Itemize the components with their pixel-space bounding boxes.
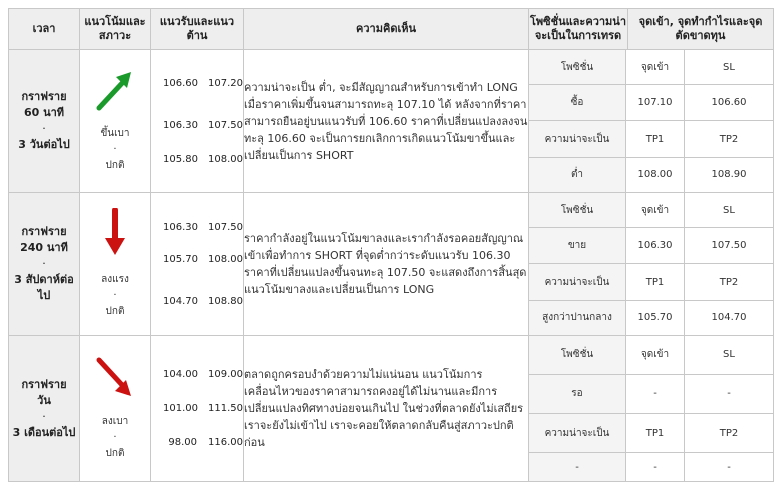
tp1-value: 108.00 (626, 157, 685, 192)
entry-value: 106.30 (626, 228, 685, 264)
level-pair (151, 112, 243, 138)
position-table (529, 336, 773, 481)
position-header: โพซิชั่น (529, 193, 626, 228)
entry-value: 107.10 (626, 85, 685, 121)
header-levels: แนวรับและแนวต้าน (151, 9, 244, 50)
comment-cell: ราคากำลังอยู่ในแนวโน้มขาลงและเรากำลังรอคอยสัญญาณเข้าเพื่อทำการ SHORT ที่จุดต่ำกว่าระดับแนวรับ 106.30 ราคาที่เปลี่ยนแปลงขึ้นจนทะลุ 107.50 จะแสดงถึงการสิ้นสุดแนวโน้มขาลงและเปลี่ยนเป็นการ LONG (244, 193, 529, 336)
probability-header: ความน่าจะเป็น (529, 121, 626, 157)
level-pair (151, 214, 243, 240)
level-pair (151, 246, 243, 272)
comment-cell: ความน่าจะเป็น ต่ำ, จะมีสัญญาณสำหรับการเข้าทำ LONG เมื่อราคาเพิ่มขึ้นจนสามารถทะลุ 107.10 ได้ หลังจากที่ราคาสามารถยืนอยู่บนแนวรับที่ 106.60 ราคาที่เปลี่ยนแปลงลงจนทะลุ 106.60 จะเป็นการยกเลิกการเกิดแนวโน้มขาขึ้นและเปลี่ยนเป็นการ SHORT (244, 50, 529, 193)
level-pair (151, 288, 243, 314)
tp2-value: 104.70 (711, 312, 747, 324)
table-row (9, 336, 774, 482)
tp1-header: TP1 (626, 121, 685, 157)
entry-header: จุดเข้า (626, 50, 685, 85)
trend-cell (80, 50, 151, 193)
probability-header: ความน่าจะเป็น (529, 264, 626, 300)
support-value: 106.60 (163, 77, 198, 89)
timeframe-label: กราฟราย (21, 377, 67, 391)
comment-cell: ตลาดถูกครอบงำด้วยความไม่แน่นอน แนวโน้มการเคลื่อนไหวของราคาสามารถคงอยู่ได้ไม่นานและมีการเปลี่ยนแปลงทิศทางบ่อยจนเกินไป ในช่วงที่ตลาดยังไม่เสถียรเราจะยังไม่เข้าไป เราจะคอยให้ตลาดกลับคืนสู่สภาวะปกติก่อน (244, 336, 529, 482)
levels-cell (151, 50, 244, 193)
support-value: 105.70 (163, 253, 198, 265)
separator-dot: · (42, 409, 46, 423)
entry-header: จุดเข้า (626, 193, 685, 228)
timeframe-label: กราฟราย (21, 225, 67, 238)
sl-header: SL (685, 336, 774, 374)
probability-value: ต่ำ (529, 157, 626, 192)
position-cell (529, 50, 774, 193)
support-value: 106.30 (163, 119, 198, 131)
header-position: โพซิชั่นและความน่าจะเป็นในการเทรด (529, 9, 628, 50)
trend-label: ลงเบา (101, 415, 129, 427)
trend-label: ลงแรง (101, 274, 129, 285)
position-table (529, 50, 773, 192)
support-value: 101.00 (163, 403, 198, 414)
level-pair (151, 430, 243, 456)
timeframe-period: 240 นาที (20, 241, 68, 254)
resistance-value: 111.50 (208, 403, 243, 414)
position-table (529, 193, 773, 335)
timeframe-period: 60 นาที (23, 106, 65, 119)
timeframe-period: วัน (37, 393, 51, 407)
timeframe-horizon: 3 วันต่อไป (18, 138, 70, 151)
support-value: 106.30 (163, 221, 198, 233)
position-cell (529, 336, 774, 482)
support-value: 104.00 (163, 369, 198, 380)
tp2-header: TP2 (685, 264, 774, 300)
level-pair (151, 146, 243, 172)
trend-state: ปกติ (105, 447, 125, 459)
probability-value: - (529, 453, 626, 481)
position-value: ขาย (529, 228, 626, 264)
resistance-value: 108.00 (208, 253, 243, 265)
tp1-header: TP1 (626, 413, 685, 452)
tp2-header: TP2 (685, 413, 774, 452)
trend-cell (80, 193, 151, 336)
header-row (9, 9, 774, 50)
header-points: จุดเข้า, จุดทำกำไรและจุดตัดขาดทุน (628, 9, 774, 50)
sl-value: 106.60 (685, 85, 774, 121)
timeframe-cell (9, 193, 80, 336)
table-row (9, 50, 774, 193)
resistance-value: 116.00 (208, 437, 243, 448)
separator-dot: · (42, 122, 46, 135)
sl-value: - (685, 374, 774, 413)
probability-value: สูงกว่าปานกลาง (529, 300, 626, 335)
table-row (9, 193, 774, 336)
position-cell (529, 193, 774, 336)
position-value: ซื้อ (529, 85, 626, 121)
trend-label: ขึ้นเบา (100, 128, 130, 139)
resistance-value: 108.00 (208, 153, 243, 165)
resistance-value: 108.80 (208, 295, 243, 307)
entry-header: จุดเข้า (626, 336, 685, 374)
sl-header: SL (685, 50, 774, 85)
resistance-value: 109.00 (208, 369, 243, 380)
position-header: โพซิชั่น (529, 50, 626, 85)
header-comment: ความคิดเห็น (244, 9, 529, 50)
levels-cell (151, 193, 244, 336)
trend-state: ปกติ (105, 306, 125, 317)
timeframe-horizon: 3 เดือนต่อไป (12, 425, 76, 439)
timeframe-cell (9, 336, 80, 482)
trading-analysis-table (8, 8, 774, 482)
tp2-value: - (727, 461, 731, 473)
timeframe-label: กราฟราย (21, 90, 67, 103)
header-trend: แนวโน้มและสภาวะ (80, 9, 151, 50)
level-pair (151, 362, 243, 388)
tp2-value: 108.90 (711, 169, 747, 181)
separator-dot: · (113, 431, 117, 443)
position-value: รอ (529, 374, 626, 413)
separator-dot: · (113, 290, 117, 301)
sl-header: SL (685, 193, 774, 228)
level-pair (151, 396, 243, 422)
timeframe-cell (9, 50, 80, 193)
resistance-value: 107.20 (208, 77, 243, 89)
separator-dot: · (113, 144, 117, 155)
arrow-down-right-icon (95, 356, 135, 400)
probability-header: ความน่าจะเป็น (529, 413, 626, 452)
entry-value: - (626, 374, 685, 413)
timeframe-horizon: 3 สัปดาห์ต่อไป (14, 273, 74, 302)
support-value: 104.70 (163, 295, 198, 307)
tp1-value: 105.70 (626, 300, 685, 335)
arrow-down-icon (103, 208, 127, 258)
resistance-value: 107.50 (208, 119, 243, 131)
tp1-header: TP1 (626, 264, 685, 300)
position-header: โพซิชั่น (529, 336, 626, 374)
separator-dot: · (42, 257, 46, 270)
level-pair (151, 70, 243, 96)
trend-state: ปกติ (105, 160, 125, 171)
support-value: 105.80 (163, 153, 198, 165)
resistance-value: 107.50 (208, 221, 243, 233)
trend-cell (80, 336, 151, 482)
support-value: 98.00 (168, 437, 197, 448)
sl-value: 107.50 (685, 228, 774, 264)
header-time: เวลา (9, 9, 80, 50)
tp2-header: TP2 (685, 121, 774, 157)
tp1-value: - (626, 453, 685, 481)
levels-cell (151, 336, 244, 482)
arrow-up-right-icon (95, 68, 135, 112)
